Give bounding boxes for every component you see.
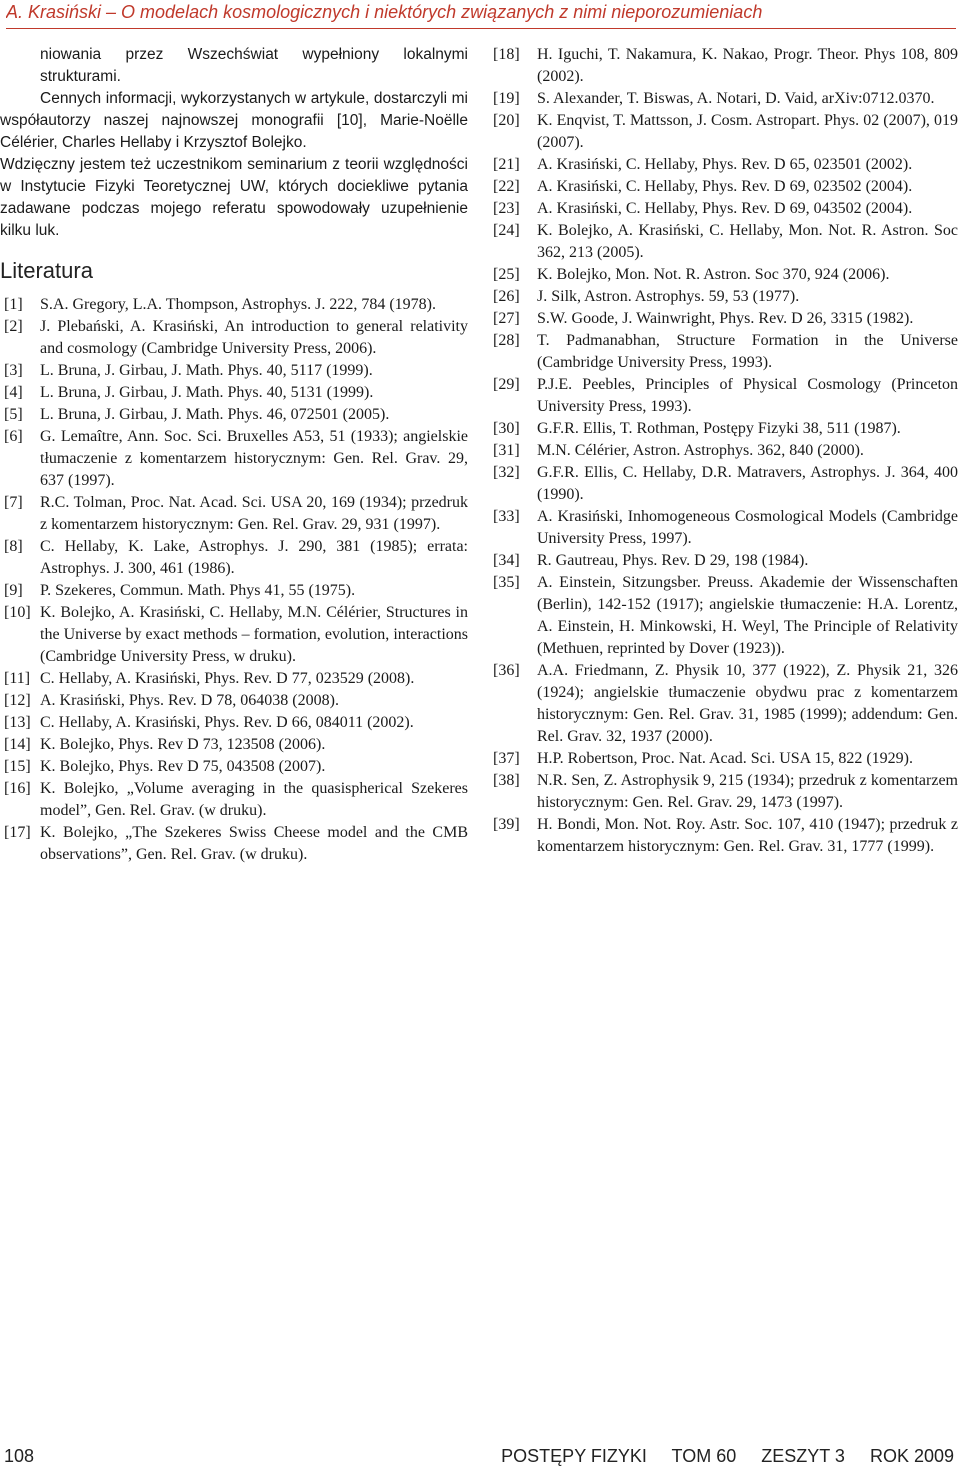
reference-item — [0, 492, 468, 536]
reference-item — [0, 382, 468, 404]
reference-number: [34] — [493, 552, 520, 569]
reference-number: [3] — [4, 362, 23, 379]
reference-text: N.R. Sen, Z. Astrophysik 9, 215 (1934); przedruk z komentarzem historycznym: Gen. Rel. Grav. 29, 1473 (1997). — [537, 772, 958, 811]
paragraph-acknowledgement-2: Wdzięczny jestem też uczestnikom seminarium z teorii względności w Instytucie Fizyki Teoretycznej UW, których dociekliwe pytania zadawane podczas mojego referatu spowodowały uzupełnienie kilku luk. — [0, 156, 468, 239]
reference-item — [0, 360, 468, 382]
reference-number: [35] — [493, 574, 520, 591]
reference-text: G. Lemaître, Ann. Soc. Sci. Bruxelles A53, 51 (1933); angielskie tłumaczenie z komentarzem historycznym: Gen. Rel. Grav. 29, 637 (1997). — [40, 428, 468, 489]
section-title: Literatura — [0, 258, 93, 283]
reference-item — [493, 770, 958, 814]
reference-item — [0, 426, 468, 492]
reference-number: [9] — [4, 582, 23, 599]
reference-number: [21] — [493, 156, 520, 173]
reference-text: K. Bolejko, Mon. Not. R. Astron. Soc 370, 924 (2006). — [537, 266, 890, 283]
reference-text: S.W. Goode, J. Wainwright, Phys. Rev. D 26, 3315 (1982). — [537, 310, 914, 327]
reference-number: [2] — [4, 318, 23, 335]
reference-number: [26] — [493, 288, 520, 305]
reference-number: [14] — [4, 736, 31, 753]
reference-number: [5] — [4, 406, 23, 423]
reference-text: R. Gautreau, Phys. Rev. D 29, 198 (1984). — [537, 552, 809, 569]
reference-item — [0, 316, 468, 360]
reference-text: L. Bruna, J. Girbau, J. Math. Phys. 40, 5117 (1999). — [40, 362, 373, 379]
reference-item — [493, 308, 958, 330]
reference-text: S.A. Gregory, L.A. Thompson, Astrophys. J. 222, 784 (1978). — [40, 296, 436, 313]
reference-number: [28] — [493, 332, 520, 349]
reference-text: A.A. Friedmann, Z. Physik 10, 377 (1922), Z. Physik 21, 326 (1924); angielskie tłumaczenie obydwu prac z komentarzem historycznym: Gen. Rel. Grav. 31, 1985 (1999); addendum: Gen. Rel. Grav. 32, 1937 (2000). — [537, 662, 958, 745]
reference-item — [493, 154, 958, 176]
reference-item — [0, 602, 468, 668]
reference-text: K. Bolejko, Phys. Rev D 73, 123508 (2006). — [40, 736, 326, 753]
reference-text: L. Bruna, J. Girbau, J. Math. Phys. 46, 072501 (2005). — [40, 406, 390, 423]
reference-text: A. Krasiński, C. Hellaby, Phys. Rev. D 69, 023502 (2004). — [537, 178, 913, 195]
reference-number: [23] — [493, 200, 520, 217]
reference-number: [24] — [493, 222, 520, 239]
reference-text: A. Krasiński, C. Hellaby, Phys. Rev. D 65, 023501 (2002). — [537, 156, 913, 173]
reference-number: [25] — [493, 266, 520, 283]
page-footer — [0, 1446, 960, 1472]
reference-list-left — [0, 294, 468, 866]
reference-item — [0, 690, 468, 712]
reference-item — [0, 734, 468, 756]
reference-number: [37] — [493, 750, 520, 767]
reference-text: L. Bruna, J. Girbau, J. Math. Phys. 40, 5131 (1999). — [40, 384, 374, 401]
reference-text: P. Szekeres, Commun. Math. Phys 41, 55 (1975). — [40, 582, 356, 599]
reference-number: [1] — [4, 296, 23, 313]
reference-text: A. Krasiński, C. Hellaby, Phys. Rev. D 69, 043502 (2004). — [537, 200, 913, 217]
reference-number: [20] — [493, 112, 520, 129]
reference-item — [0, 668, 468, 690]
reference-number: [16] — [4, 780, 31, 797]
reference-number: [29] — [493, 376, 520, 393]
reference-item — [0, 756, 468, 778]
page-number: 108 — [4, 1446, 35, 1466]
reference-number: [4] — [4, 384, 23, 401]
reference-item — [493, 220, 958, 264]
reference-text: R.C. Tolman, Proc. Nat. Acad. Sci. USA 20, 169 (1934); przedruk z komentarzem historycznym: Gen. Rel. Grav. 29, 931 (1997). — [40, 494, 468, 533]
reference-number: [27] — [493, 310, 520, 327]
reference-text: K. Bolejko, Phys. Rev D 75, 043508 (2007). — [40, 758, 326, 775]
paragraph-acknowledgement-1: Cennych informacji, wykorzystanych w artykule, dostarczyli mi współautorzy naszej najnowszej monografii [10], Marie-Noëlle Célérier, Charles Hellaby i Krzysztof Bolejko. — [0, 90, 468, 151]
journal-info: POSTĘPY FIZYKI TOM 60 ZESZYT 3 ROK 2009 — [501, 1446, 954, 1466]
reference-text: T. Padmanabhan, Structure Formation in the Universe (Cambridge University Press, 1993). — [537, 332, 958, 371]
reference-text: S. Alexander, T. Biswas, A. Notari, D. Vaid, arXiv:0712.0370. — [537, 90, 935, 107]
reference-number: [8] — [4, 538, 23, 555]
reference-text: K. Bolejko, A. Krasiński, C. Hellaby, Mon. Not. R. Astron. Soc 362, 213 (2005). — [537, 222, 958, 261]
reference-number: [17] — [4, 824, 31, 841]
reference-number: [19] — [493, 90, 520, 107]
reference-item — [493, 374, 958, 418]
reference-item — [493, 814, 958, 858]
reference-item — [493, 462, 958, 506]
reference-text: A. Einstein, Sitzungsber. Preuss. Akademie der Wissenschaften (Berlin), 142-152 (1917); angielskie tłumaczenie: H.A. Lorentz, A. Einstein, H. Minkowski, H. Weyl, The Principle of Relativity (Methuen, reprinted by Dover (1923)). — [537, 574, 958, 657]
reference-text: C. Hellaby, K. Lake, Astrophys. J. 290, 381 (1985); errata: Astrophys. J. 300, 461 (1986). — [40, 538, 468, 577]
reference-item — [493, 88, 958, 110]
reference-text: A. Krasiński, Inhomogeneous Cosmological Models (Cambridge University Press, 1997). — [537, 508, 958, 547]
reference-text: G.F.R. Ellis, T. Rothman, Postępy Fizyki 38, 511 (1987). — [537, 420, 901, 437]
reference-number: [13] — [4, 714, 31, 731]
reference-number: [11] — [4, 670, 31, 687]
reference-item — [0, 294, 468, 316]
reference-text: H.P. Robertson, Proc. Nat. Acad. Sci. USA 15, 822 (1929). — [537, 750, 913, 767]
reference-item — [493, 572, 958, 660]
reference-text: J. Plebański, A. Krasiński, An introduction to general relativity and cosmology (Cambridge University Press, 2006). — [40, 318, 468, 357]
reference-text: H. Bondi, Mon. Not. Roy. Astr. Soc. 107, 410 (1947); przedruk z komentarzem historycznym: Gen. Rel. Grav. 31, 1777 (1999). — [537, 816, 958, 855]
reference-item — [0, 580, 468, 602]
reference-number: [33] — [493, 508, 520, 525]
reference-text: A. Krasiński, Phys. Rev. D 78, 064038 (2008). — [40, 692, 339, 709]
reference-item — [493, 198, 958, 220]
reference-list-right — [493, 44, 958, 858]
reference-text: K. Enqvist, T. Mattsson, J. Cosm. Astropart. Phys. 02 (2007), 019 (2007). — [537, 112, 958, 151]
reference-number: [6] — [4, 428, 23, 445]
reference-text: J. Silk, Astron. Astrophys. 59, 53 (1977). — [537, 288, 800, 305]
running-title: A. Krasiński – O modelach kosmologicznych i niektórych związanych z nimi nieporozumieniach — [6, 2, 763, 22]
reference-number: [32] — [493, 464, 520, 481]
reference-item — [0, 404, 468, 426]
reference-text: K. Bolejko, „The Szekeres Swiss Cheese model and the CMB observations”, Gen. Rel. Grav. (w druku). — [40, 824, 468, 863]
reference-text: M.N. Célérier, Astron. Astrophys. 362, 840 (2000). — [537, 442, 864, 459]
reference-item — [493, 660, 958, 748]
right-column — [493, 44, 958, 858]
reference-item — [493, 506, 958, 550]
reference-text: H. Iguchi, T. Nakamura, K. Nakao, Progr. Theor. Phys 108, 809 (2002). — [537, 46, 958, 85]
reference-item — [493, 418, 958, 440]
reference-item — [493, 110, 958, 154]
reference-number: [12] — [4, 692, 31, 709]
reference-number: [31] — [493, 442, 520, 459]
paragraph-continuation: niowania przez Wszechświat wypełniony lokalnymi strukturami. — [40, 46, 468, 85]
reference-item — [493, 550, 958, 572]
reference-item — [0, 822, 468, 866]
reference-number: [7] — [4, 494, 23, 511]
reference-number: [38] — [493, 772, 520, 789]
reference-item — [0, 778, 468, 822]
reference-item — [493, 748, 958, 770]
left-column — [0, 44, 468, 866]
reference-text: K. Bolejko, „Volume averaging in the quasispherical Szekeres model”, Gen. Rel. Grav. (w druku). — [40, 780, 468, 819]
reference-number: [36] — [493, 662, 520, 679]
reference-number: [39] — [493, 816, 520, 833]
reference-item — [0, 712, 468, 734]
reference-item — [493, 286, 958, 308]
reference-number: [30] — [493, 420, 520, 437]
reference-item — [493, 44, 958, 88]
reference-number: [10] — [4, 604, 31, 621]
reference-text: G.F.R. Ellis, C. Hellaby, D.R. Matravers, Astrophys. J. 364, 400 (1990). — [537, 464, 958, 503]
reference-item — [493, 264, 958, 286]
reference-text: P.J.E. Peebles, Principles of Physical Cosmology (Princeton University Press, 1993). — [537, 376, 958, 415]
reference-number: [18] — [493, 46, 520, 63]
reference-number: [22] — [493, 178, 520, 195]
reference-item — [493, 440, 958, 462]
reference-item — [0, 536, 468, 580]
reference-text: K. Bolejko, A. Krasiński, C. Hellaby, M.N. Célérier, Structures in the Universe by exact methods – formation, evolution, interactions (Cambridge University Press, w druku). — [40, 604, 468, 665]
reference-text: C. Hellaby, A. Krasiński, Phys. Rev. D 77, 023529 (2008). — [40, 670, 415, 687]
reference-item — [493, 330, 958, 374]
reference-item — [493, 176, 958, 198]
reference-number: [15] — [4, 758, 31, 775]
running-header — [6, 2, 956, 29]
reference-text: C. Hellaby, A. Krasiński, Phys. Rev. D 66, 084011 (2002). — [40, 714, 414, 731]
